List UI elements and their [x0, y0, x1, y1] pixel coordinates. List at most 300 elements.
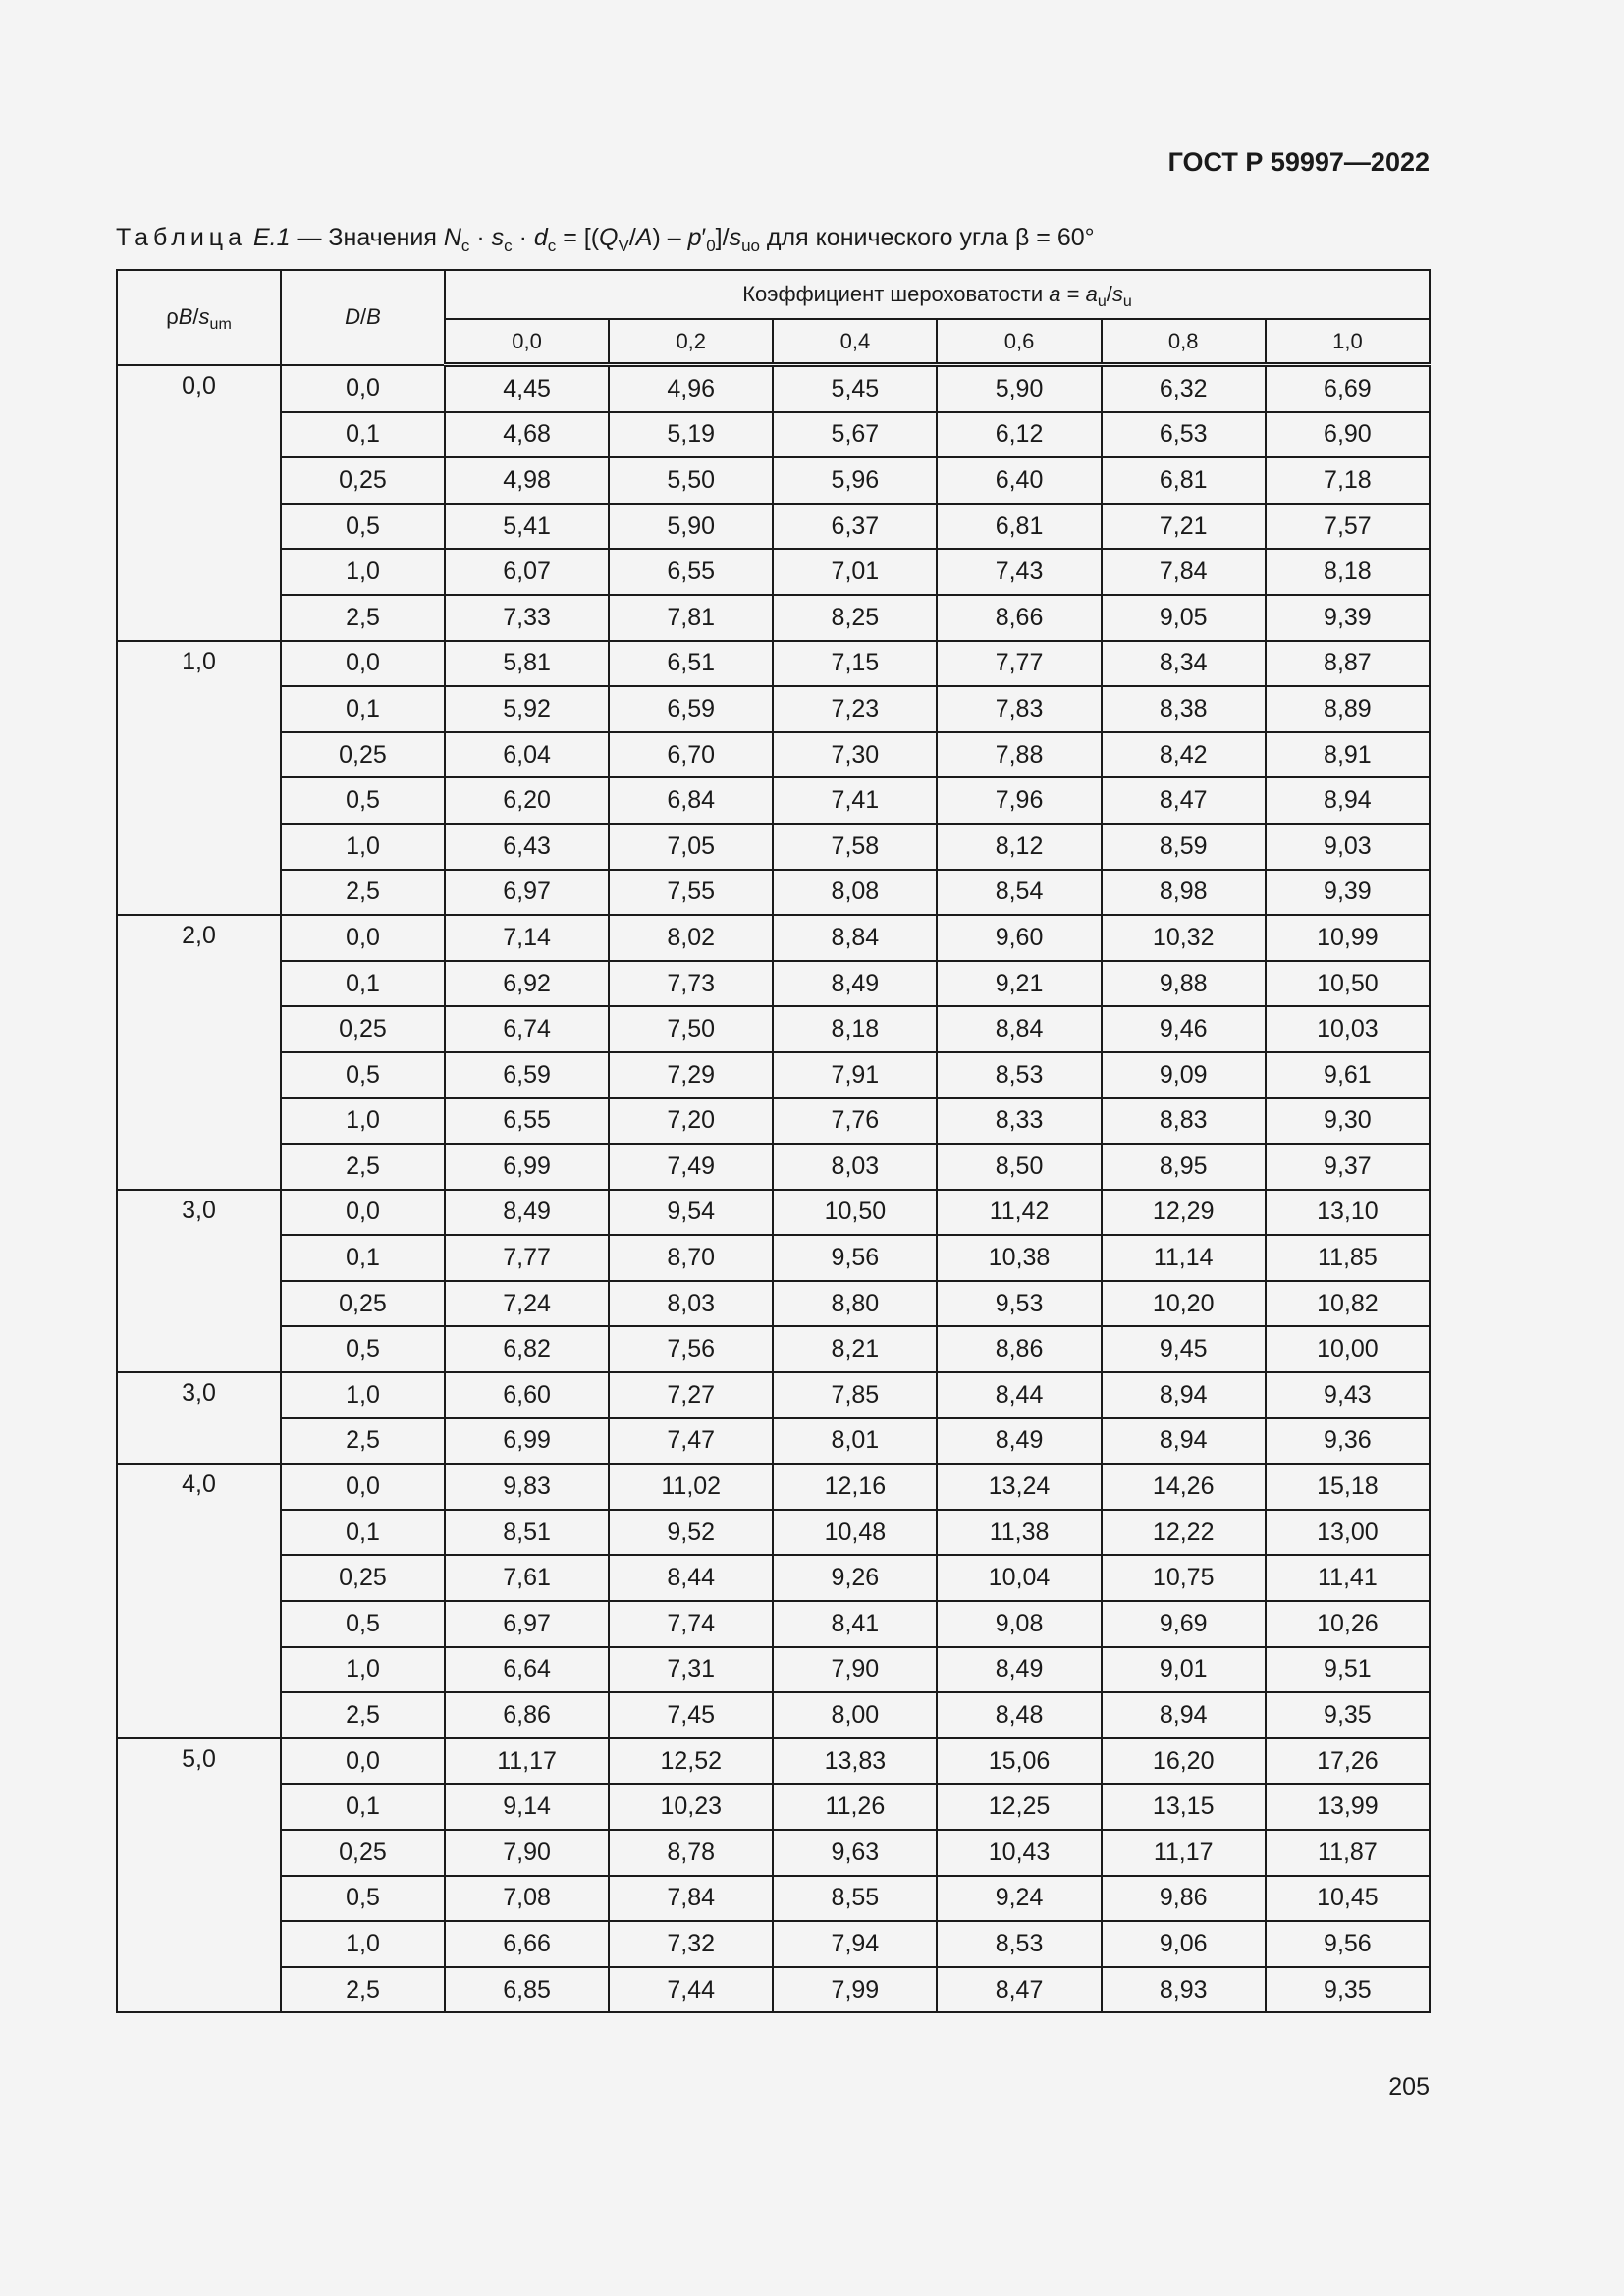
value-cell: 6,70: [609, 732, 773, 778]
value-cell: 9,61: [1266, 1052, 1430, 1098]
value-cell: 8,84: [937, 1006, 1101, 1052]
db-cell: 1,0: [281, 1647, 445, 1693]
value-cell: 8,42: [1102, 732, 1266, 778]
db-cell: 0,25: [281, 1006, 445, 1052]
value-cell: 12,25: [937, 1784, 1101, 1830]
value-cell: 7,73: [609, 961, 773, 1007]
value-cell: 7,76: [773, 1098, 937, 1145]
table-row: [117, 1738, 1430, 1785]
db-cell: 1,0: [281, 1372, 445, 1418]
value-cell: 6,69: [1266, 365, 1430, 412]
table-row: [117, 1144, 1430, 1190]
value-cell: 10,20: [1102, 1281, 1266, 1327]
value-cell: 9,35: [1266, 1692, 1430, 1738]
db-cell: 2,5: [281, 595, 445, 641]
value-cell: 5,41: [445, 504, 609, 550]
value-cell: 9,03: [1266, 824, 1430, 870]
value-cell: 8,55: [773, 1876, 937, 1922]
table-row: [117, 1052, 1430, 1098]
table-row: [117, 365, 1430, 412]
value-cell: 8,53: [937, 1052, 1101, 1098]
table-body: [117, 365, 1430, 2013]
value-cell: 7,77: [937, 641, 1101, 687]
value-cell: 7,18: [1266, 457, 1430, 504]
header-a-5: 1,0: [1266, 319, 1430, 365]
value-cell: 6,59: [609, 686, 773, 732]
value-cell: 8,41: [773, 1601, 937, 1647]
value-cell: 7,24: [445, 1281, 609, 1327]
value-cell: 9,52: [609, 1510, 773, 1556]
table-row: [117, 1784, 1430, 1830]
value-cell: 7,27: [609, 1372, 773, 1418]
value-cell: 9,30: [1266, 1098, 1430, 1145]
value-cell: 8,49: [773, 961, 937, 1007]
db-cell: 0,5: [281, 1052, 445, 1098]
value-cell: 9,53: [937, 1281, 1101, 1327]
value-cell: 8,12: [937, 824, 1101, 870]
value-cell: 9,83: [445, 1464, 609, 1510]
db-cell: 0,0: [281, 1190, 445, 1236]
value-cell: 5,81: [445, 641, 609, 687]
value-cell: 8,87: [1266, 641, 1430, 687]
value-cell: 6,97: [445, 870, 609, 916]
value-cell: 6,60: [445, 1372, 609, 1418]
value-cell: 8,94: [1266, 777, 1430, 824]
table-row: [117, 1601, 1430, 1647]
table-row: [117, 1647, 1430, 1693]
db-cell: 1,0: [281, 1921, 445, 1967]
value-cell: 7,88: [937, 732, 1101, 778]
value-cell: 7,83: [937, 686, 1101, 732]
value-cell: 9,14: [445, 1784, 609, 1830]
table-row: [117, 1281, 1430, 1327]
table-row: [117, 1235, 1430, 1281]
value-cell: 5,45: [773, 365, 937, 412]
value-cell: 8,00: [773, 1692, 937, 1738]
value-cell: 11,41: [1266, 1555, 1430, 1601]
value-cell: 7,99: [773, 1967, 937, 2013]
value-cell: 6,51: [609, 641, 773, 687]
page-number: 205: [1388, 2073, 1430, 2101]
value-cell: 7,20: [609, 1098, 773, 1145]
value-cell: 7,74: [609, 1601, 773, 1647]
value-cell: 7,33: [445, 595, 609, 641]
db-cell: 0,0: [281, 365, 445, 412]
value-cell: 13,00: [1266, 1510, 1430, 1556]
value-cell: 8,02: [609, 915, 773, 961]
value-cell: 9,35: [1266, 1967, 1430, 2013]
value-cell: 7,90: [773, 1647, 937, 1693]
table-row: [117, 1190, 1430, 1236]
value-cell: 6,43: [445, 824, 609, 870]
value-cell: 8,66: [937, 595, 1101, 641]
value-cell: 7,96: [937, 777, 1101, 824]
value-cell: 13,99: [1266, 1784, 1430, 1830]
value-cell: 10,03: [1266, 1006, 1430, 1052]
header-rho: $\rho B/s_{um}$: [117, 270, 281, 365]
table-row: [117, 1830, 1430, 1876]
value-cell: 8,80: [773, 1281, 937, 1327]
header-a-3: 0,6: [937, 319, 1101, 365]
value-cell: 9,43: [1266, 1372, 1430, 1418]
value-cell: 7,90: [445, 1830, 609, 1876]
value-cell: 8,47: [1102, 777, 1266, 824]
table-row: [117, 686, 1430, 732]
value-cell: 9,56: [773, 1235, 937, 1281]
db-cell: 0,1: [281, 1235, 445, 1281]
value-cell: 9,36: [1266, 1418, 1430, 1465]
db-cell: 0,25: [281, 1555, 445, 1601]
db-cell: 1,0: [281, 1098, 445, 1145]
db-cell: 1,0: [281, 824, 445, 870]
value-cell: 8,98: [1102, 870, 1266, 916]
table-row: [117, 412, 1430, 458]
value-cell: 15,18: [1266, 1464, 1430, 1510]
table-row: [117, 915, 1430, 961]
value-cell: 7,56: [609, 1326, 773, 1372]
value-cell: 8,48: [937, 1692, 1101, 1738]
value-cell: 8,83: [1102, 1098, 1266, 1145]
value-cell: 7,44: [609, 1967, 773, 2013]
value-cell: 6,07: [445, 549, 609, 595]
table-row: [117, 1326, 1430, 1372]
db-cell: 2,5: [281, 1418, 445, 1465]
table-row: [117, 1692, 1430, 1738]
value-cell: 8,50: [937, 1144, 1101, 1190]
value-cell: 6,55: [609, 549, 773, 595]
value-cell: 9,88: [1102, 961, 1266, 1007]
value-cell: 7,58: [773, 824, 937, 870]
value-cell: 8,44: [937, 1372, 1101, 1418]
db-cell: 2,5: [281, 1692, 445, 1738]
rho-cell: 1,0: [117, 641, 281, 916]
value-cell: 9,08: [937, 1601, 1101, 1647]
db-cell: 0,25: [281, 1281, 445, 1327]
table-row: [117, 1555, 1430, 1601]
value-cell: 8,53: [937, 1921, 1101, 1967]
value-cell: 8,49: [937, 1647, 1101, 1693]
value-cell: 8,95: [1102, 1144, 1266, 1190]
value-cell: 8,33: [937, 1098, 1101, 1145]
value-cell: 5,50: [609, 457, 773, 504]
value-cell: 9,06: [1102, 1921, 1266, 1967]
value-cell: 7,14: [445, 915, 609, 961]
value-cell: 7,05: [609, 824, 773, 870]
header-db: D/B: [281, 270, 445, 365]
value-cell: 7,57: [1266, 504, 1430, 550]
value-cell: 8,89: [1266, 686, 1430, 732]
value-cell: 7,41: [773, 777, 937, 824]
value-cell: 7,08: [445, 1876, 609, 1922]
db-cell: 0,1: [281, 961, 445, 1007]
rho-cell: 5,0: [117, 1738, 281, 2013]
value-cell: 11,87: [1266, 1830, 1430, 1876]
value-cell: 12,29: [1102, 1190, 1266, 1236]
value-cell: 8,03: [609, 1281, 773, 1327]
value-cell: 4,68: [445, 412, 609, 458]
value-cell: 8,49: [445, 1190, 609, 1236]
value-cell: 5,90: [937, 365, 1101, 412]
value-cell: 12,16: [773, 1464, 937, 1510]
value-cell: 8,93: [1102, 1967, 1266, 2013]
value-cell: 10,82: [1266, 1281, 1430, 1327]
table-row: [117, 595, 1430, 641]
value-cell: 6,81: [1102, 457, 1266, 504]
value-cell: 6,59: [445, 1052, 609, 1098]
value-cell: 8,38: [1102, 686, 1266, 732]
value-cell: 6,99: [445, 1418, 609, 1465]
value-cell: 9,63: [773, 1830, 937, 1876]
value-cell: 8,78: [609, 1830, 773, 1876]
value-cell: 8,59: [1102, 824, 1266, 870]
value-cell: 9,51: [1266, 1647, 1430, 1693]
value-cell: 11,17: [445, 1738, 609, 1785]
db-cell: 0,1: [281, 1510, 445, 1556]
table-row: [117, 1464, 1430, 1510]
value-cell: 6,82: [445, 1326, 609, 1372]
db-cell: 0,1: [281, 686, 445, 732]
table-row: [117, 1967, 1430, 2013]
caption-table-id: E.1: [252, 224, 291, 251]
db-cell: 0,0: [281, 1738, 445, 1785]
table-row: [117, 1418, 1430, 1465]
value-cell: 6,12: [937, 412, 1101, 458]
value-cell: 8,54: [937, 870, 1101, 916]
value-cell: 9,01: [1102, 1647, 1266, 1693]
value-cell: 10,50: [773, 1190, 937, 1236]
db-cell: 0,5: [281, 1876, 445, 1922]
db-cell: 0,1: [281, 412, 445, 458]
value-cell: 6,84: [609, 777, 773, 824]
value-cell: 14,26: [1102, 1464, 1266, 1510]
value-cell: 8,03: [773, 1144, 937, 1190]
value-cell: 11,17: [1102, 1830, 1266, 1876]
db-cell: 0,5: [281, 1601, 445, 1647]
value-cell: 7,30: [773, 732, 937, 778]
value-cell: 4,96: [609, 365, 773, 412]
table-row: [117, 870, 1430, 916]
value-cell: 9,21: [937, 961, 1101, 1007]
rho-cell: 2,0: [117, 915, 281, 1190]
db-cell: 0,0: [281, 641, 445, 687]
standard-designation: ГОСТ Р 59997—2022: [1167, 147, 1430, 177]
table-row: [117, 1921, 1430, 1967]
db-cell: 0,0: [281, 915, 445, 961]
value-cell: 8,49: [937, 1418, 1101, 1465]
value-cell: 6,53: [1102, 412, 1266, 458]
value-cell: 8,86: [937, 1326, 1101, 1372]
value-cell: 7,32: [609, 1921, 773, 1967]
value-cell: 8,25: [773, 595, 937, 641]
value-cell: 8,34: [1102, 641, 1266, 687]
value-cell: 13,83: [773, 1738, 937, 1785]
rho-cell: 3,0: [117, 1372, 281, 1464]
table-row: [117, 961, 1430, 1007]
caption-label: Таблица: [116, 224, 247, 251]
value-cell: 6,20: [445, 777, 609, 824]
value-cell: 6,92: [445, 961, 609, 1007]
value-cell: 7,84: [609, 1876, 773, 1922]
value-cell: 9,37: [1266, 1144, 1430, 1190]
table-row: [117, 732, 1430, 778]
value-cell: 10,23: [609, 1784, 773, 1830]
value-cell: 16,20: [1102, 1738, 1266, 1785]
value-cell: 6,04: [445, 732, 609, 778]
value-cell: 6,85: [445, 1967, 609, 2013]
value-cell: 6,32: [1102, 365, 1266, 412]
table-row: [117, 1372, 1430, 1418]
header-a-1: 0,2: [609, 319, 773, 365]
value-cell: 5,90: [609, 504, 773, 550]
value-cell: 11,42: [937, 1190, 1101, 1236]
value-cell: 8,18: [1266, 549, 1430, 595]
rho-cell: 3,0: [117, 1190, 281, 1372]
value-cell: 13,10: [1266, 1190, 1430, 1236]
value-cell: 7,61: [445, 1555, 609, 1601]
value-cell: 7,29: [609, 1052, 773, 1098]
value-cell: 7,23: [773, 686, 937, 732]
value-cell: 13,24: [937, 1464, 1101, 1510]
value-cell: 7,50: [609, 1006, 773, 1052]
value-cell: 7,77: [445, 1235, 609, 1281]
value-cell: 8,51: [445, 1510, 609, 1556]
value-cell: 7,43: [937, 549, 1101, 595]
value-cell: 8,08: [773, 870, 937, 916]
value-cell: 10,99: [1266, 915, 1430, 961]
value-cell: 9,56: [1266, 1921, 1430, 1967]
header-a-2: 0,4: [773, 319, 937, 365]
value-cell: 10,38: [937, 1235, 1101, 1281]
value-cell: 13,15: [1102, 1784, 1266, 1830]
caption-formula: $N_c \cdot s_c \cdot d_c = [(Q_V/A) - p'_0]/s_{uo}$: [443, 224, 760, 255]
value-cell: 9,24: [937, 1876, 1101, 1922]
value-cell: 5,92: [445, 686, 609, 732]
value-cell: 6,64: [445, 1647, 609, 1693]
value-cell: 7,15: [773, 641, 937, 687]
value-cell: 10,48: [773, 1510, 937, 1556]
value-cell: 9,69: [1102, 1601, 1266, 1647]
table-row: [117, 777, 1430, 824]
db-cell: 0,5: [281, 777, 445, 824]
value-cell: 10,32: [1102, 915, 1266, 961]
table-row: [117, 1006, 1430, 1052]
db-cell: 0,25: [281, 732, 445, 778]
table-row: [117, 457, 1430, 504]
value-cell: 11,38: [937, 1510, 1101, 1556]
value-cell: 7,47: [609, 1418, 773, 1465]
value-cell: 6,74: [445, 1006, 609, 1052]
value-cell: 10,00: [1266, 1326, 1430, 1372]
table-row: [117, 641, 1430, 687]
value-cell: 11,85: [1266, 1235, 1430, 1281]
db-cell: 0,5: [281, 504, 445, 550]
value-cell: 7,45: [609, 1692, 773, 1738]
value-cell: 11,26: [773, 1784, 937, 1830]
value-cell: 12,22: [1102, 1510, 1266, 1556]
value-cell: 8,91: [1266, 732, 1430, 778]
value-cell: 9,39: [1266, 870, 1430, 916]
value-cell: 6,37: [773, 504, 937, 550]
rho-cell: 4,0: [117, 1464, 281, 1738]
value-cell: 9,54: [609, 1190, 773, 1236]
table-row: [117, 549, 1430, 595]
header-roughness: Коэффициент шероховатости $a = a_u/s_u$: [445, 270, 1430, 319]
table-row: [117, 1510, 1430, 1556]
value-cell: 6,81: [937, 504, 1101, 550]
value-cell: 7,85: [773, 1372, 937, 1418]
value-cell: 5,19: [609, 412, 773, 458]
value-cell: 7,31: [609, 1647, 773, 1693]
value-cell: 6,97: [445, 1601, 609, 1647]
value-cell: 9,26: [773, 1555, 937, 1601]
value-cell: 8,94: [1102, 1418, 1266, 1465]
db-cell: 2,5: [281, 1967, 445, 2013]
value-cell: 11,14: [1102, 1235, 1266, 1281]
header-a-4: 0,8: [1102, 319, 1266, 365]
db-cell: 2,5: [281, 1144, 445, 1190]
coefficient-table: [116, 269, 1431, 2013]
table-row: [117, 504, 1430, 550]
db-cell: 0,1: [281, 1784, 445, 1830]
caption-tail: для конического угла β = 60°: [759, 224, 1095, 251]
value-cell: 10,45: [1266, 1876, 1430, 1922]
value-cell: 7,01: [773, 549, 937, 595]
value-cell: 6,90: [1266, 412, 1430, 458]
value-cell: 7,91: [773, 1052, 937, 1098]
value-cell: 10,26: [1266, 1601, 1430, 1647]
value-cell: 9,45: [1102, 1326, 1266, 1372]
value-cell: 9,09: [1102, 1052, 1266, 1098]
value-cell: 10,50: [1266, 961, 1430, 1007]
db-cell: 0,25: [281, 457, 445, 504]
value-cell: 8,21: [773, 1326, 937, 1372]
value-cell: 8,18: [773, 1006, 937, 1052]
table-row: [117, 824, 1430, 870]
value-cell: 8,94: [1102, 1372, 1266, 1418]
table-row: [117, 1876, 1430, 1922]
value-cell: 7,81: [609, 595, 773, 641]
value-cell: 5,67: [773, 412, 937, 458]
value-cell: 6,99: [445, 1144, 609, 1190]
db-cell: 0,25: [281, 1830, 445, 1876]
value-cell: 10,75: [1102, 1555, 1266, 1601]
value-cell: 6,55: [445, 1098, 609, 1145]
value-cell: 5,96: [773, 457, 937, 504]
value-cell: 7,21: [1102, 504, 1266, 550]
value-cell: 9,46: [1102, 1006, 1266, 1052]
db-cell: 1,0: [281, 549, 445, 595]
value-cell: 8,84: [773, 915, 937, 961]
value-cell: 10,04: [937, 1555, 1101, 1601]
value-cell: 6,66: [445, 1921, 609, 1967]
value-cell: 9,60: [937, 915, 1101, 961]
db-cell: 2,5: [281, 870, 445, 916]
value-cell: 6,40: [937, 457, 1101, 504]
value-cell: 8,70: [609, 1235, 773, 1281]
value-cell: 7,55: [609, 870, 773, 916]
value-cell: 15,06: [937, 1738, 1101, 1785]
value-cell: 8,47: [937, 1967, 1101, 2013]
rho-cell: 0,0: [117, 365, 281, 641]
caption-dash: — Значения: [290, 224, 444, 251]
value-cell: 6,86: [445, 1692, 609, 1738]
table-caption: [116, 224, 1095, 255]
value-cell: 9,86: [1102, 1876, 1266, 1922]
value-cell: 17,26: [1266, 1738, 1430, 1785]
value-cell: 7,49: [609, 1144, 773, 1190]
value-cell: 8,44: [609, 1555, 773, 1601]
value-cell: 4,45: [445, 365, 609, 412]
